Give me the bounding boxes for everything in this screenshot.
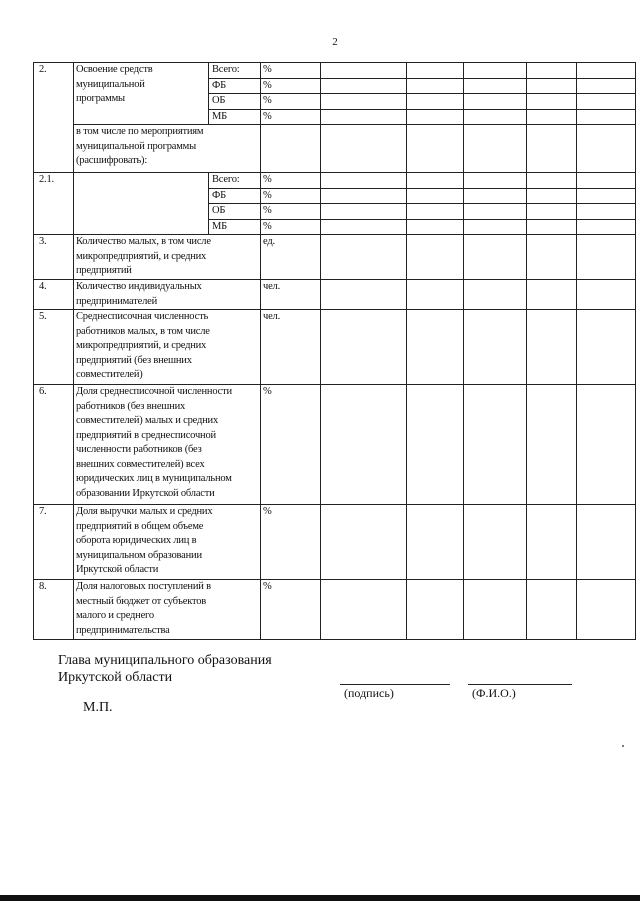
unit-cell: % [261, 188, 321, 204]
row-number: 2.1. [34, 173, 74, 235]
row-number: 2. [34, 63, 74, 173]
indicators-table [33, 62, 636, 640]
value-cell [321, 78, 407, 94]
value-cell [321, 235, 407, 280]
value-cell [407, 63, 464, 79]
value-cell [464, 63, 527, 79]
value-cell [464, 385, 527, 505]
value-cell [464, 94, 527, 110]
value-cell [527, 219, 577, 235]
value-cell [407, 505, 464, 580]
table-row [34, 125, 636, 173]
value-cell [407, 385, 464, 505]
value-cell [527, 78, 577, 94]
unit-cell: % [261, 94, 321, 110]
value-cell [577, 580, 636, 640]
funding-source: ОБ [209, 94, 261, 110]
head-title-line-1: Глава муниципального образования [58, 653, 272, 668]
indicator-name: Освоение средств муниципальной программы [74, 63, 209, 125]
value-cell [577, 204, 636, 220]
scan-speck [622, 745, 624, 747]
head-of-municipality-title [58, 652, 272, 686]
value-cell [321, 188, 407, 204]
table-row [34, 63, 636, 79]
value-cell [464, 173, 527, 189]
signature-line [340, 684, 450, 685]
value-cell [407, 125, 464, 173]
table-row [34, 235, 636, 280]
value-cell [577, 173, 636, 189]
value-cell [464, 280, 527, 310]
value-cell [527, 63, 577, 79]
value-cell [464, 125, 527, 173]
signature-caption: (подпись) [344, 686, 394, 700]
row-number: 6. [34, 385, 74, 505]
value-cell [527, 385, 577, 505]
unit-cell: % [261, 109, 321, 125]
value-cell [527, 204, 577, 220]
indicator-name: в том числе по мероприятиям муниципальной программы (расшифровать): [74, 125, 261, 173]
indicator-name [74, 173, 209, 235]
unit-cell: % [261, 63, 321, 79]
value-cell [407, 580, 464, 640]
unit-cell: % [261, 385, 321, 505]
value-cell [577, 78, 636, 94]
value-cell [407, 219, 464, 235]
value-cell [407, 109, 464, 125]
row-number: 3. [34, 235, 74, 280]
unit-cell: % [261, 78, 321, 94]
value-cell [407, 310, 464, 385]
value-cell [527, 580, 577, 640]
table-row [34, 280, 636, 310]
value-cell [577, 125, 636, 173]
value-cell [577, 109, 636, 125]
value-cell [321, 219, 407, 235]
stamp-place-label: М.П. [83, 700, 113, 715]
indicator-name: Доля выручки малых и средних предприятий в общем объеме оборота юридических лиц в муниципальном образовании Иркутской области [74, 505, 261, 580]
indicator-name: Среднесписочная численность работников малых, в том числе микропредприятий, и средних предприятий (без внешних совместителей) [74, 310, 261, 385]
value-cell [527, 173, 577, 189]
unit-cell: чел. [261, 310, 321, 385]
unit-cell: ед. [261, 235, 321, 280]
value-cell [321, 385, 407, 505]
table-row [34, 580, 636, 640]
value-cell [407, 94, 464, 110]
head-title-line-2: Иркутской области [58, 670, 173, 685]
value-cell [527, 310, 577, 385]
value-cell [577, 63, 636, 79]
value-cell [464, 235, 527, 280]
table-row [34, 173, 636, 189]
row-number: 4. [34, 280, 74, 310]
value-cell [464, 204, 527, 220]
value-cell [464, 580, 527, 640]
value-cell [321, 63, 407, 79]
funding-source: МБ [209, 219, 261, 235]
value-cell [464, 109, 527, 125]
name-caption: (Ф.И.О.) [472, 686, 516, 700]
indicator-name: Доля налоговых поступлений в местный бюджет от субъектов малого и среднего предпринимательства [74, 580, 261, 640]
value-cell [464, 78, 527, 94]
value-cell [527, 109, 577, 125]
value-cell [407, 204, 464, 220]
value-cell [321, 173, 407, 189]
row-number: 7. [34, 505, 74, 580]
value-cell [464, 505, 527, 580]
value-cell [321, 94, 407, 110]
value-cell [407, 188, 464, 204]
value-cell [577, 235, 636, 280]
value-cell [527, 125, 577, 173]
value-cell [321, 580, 407, 640]
value-cell [577, 219, 636, 235]
value-cell [577, 310, 636, 385]
unit-cell: % [261, 505, 321, 580]
value-cell [577, 385, 636, 505]
indicator-name: Количество индивидуальных предпринимателей [74, 280, 261, 310]
funding-source: ОБ [209, 204, 261, 220]
value-cell [577, 94, 636, 110]
unit-cell [261, 125, 321, 173]
unit-cell: % [261, 580, 321, 640]
value-cell [321, 280, 407, 310]
value-cell [527, 235, 577, 280]
scan-edge-bar [0, 895, 640, 901]
table-row [34, 505, 636, 580]
funding-source: ФБ [209, 188, 261, 204]
name-line [468, 684, 572, 685]
value-cell [321, 204, 407, 220]
value-cell [527, 188, 577, 204]
table-row [34, 310, 636, 385]
value-cell [527, 94, 577, 110]
unit-cell: чел. [261, 280, 321, 310]
value-cell [407, 78, 464, 94]
funding-source: Всего: [209, 63, 261, 79]
value-cell [464, 219, 527, 235]
unit-cell: % [261, 173, 321, 189]
unit-cell: % [261, 219, 321, 235]
value-cell [527, 505, 577, 580]
funding-source: Всего: [209, 173, 261, 189]
value-cell [321, 109, 407, 125]
indicator-name: Количество малых, в том числе микропредприятий, и средних предприятий [74, 235, 261, 280]
value-cell [407, 173, 464, 189]
funding-source: МБ [209, 109, 261, 125]
table-row [34, 385, 636, 505]
indicator-name: Доля среднесписочной численности работников (без внешних совместителей) малых и средних предприятий в среднесписочной численности работников (без внешних совместителей) всех юридических лиц в муниципальном образовании Иркутской области [74, 385, 261, 505]
value-cell [464, 188, 527, 204]
value-cell [577, 505, 636, 580]
unit-cell: % [261, 204, 321, 220]
row-number: 8. [34, 580, 74, 640]
value-cell [407, 280, 464, 310]
value-cell [577, 280, 636, 310]
value-cell [321, 125, 407, 173]
value-cell [577, 188, 636, 204]
value-cell [464, 310, 527, 385]
row-number: 5. [34, 310, 74, 385]
funding-source: ФБ [209, 78, 261, 94]
value-cell [321, 310, 407, 385]
page-number: 2 [332, 36, 338, 48]
value-cell [407, 235, 464, 280]
value-cell [527, 280, 577, 310]
value-cell [321, 505, 407, 580]
